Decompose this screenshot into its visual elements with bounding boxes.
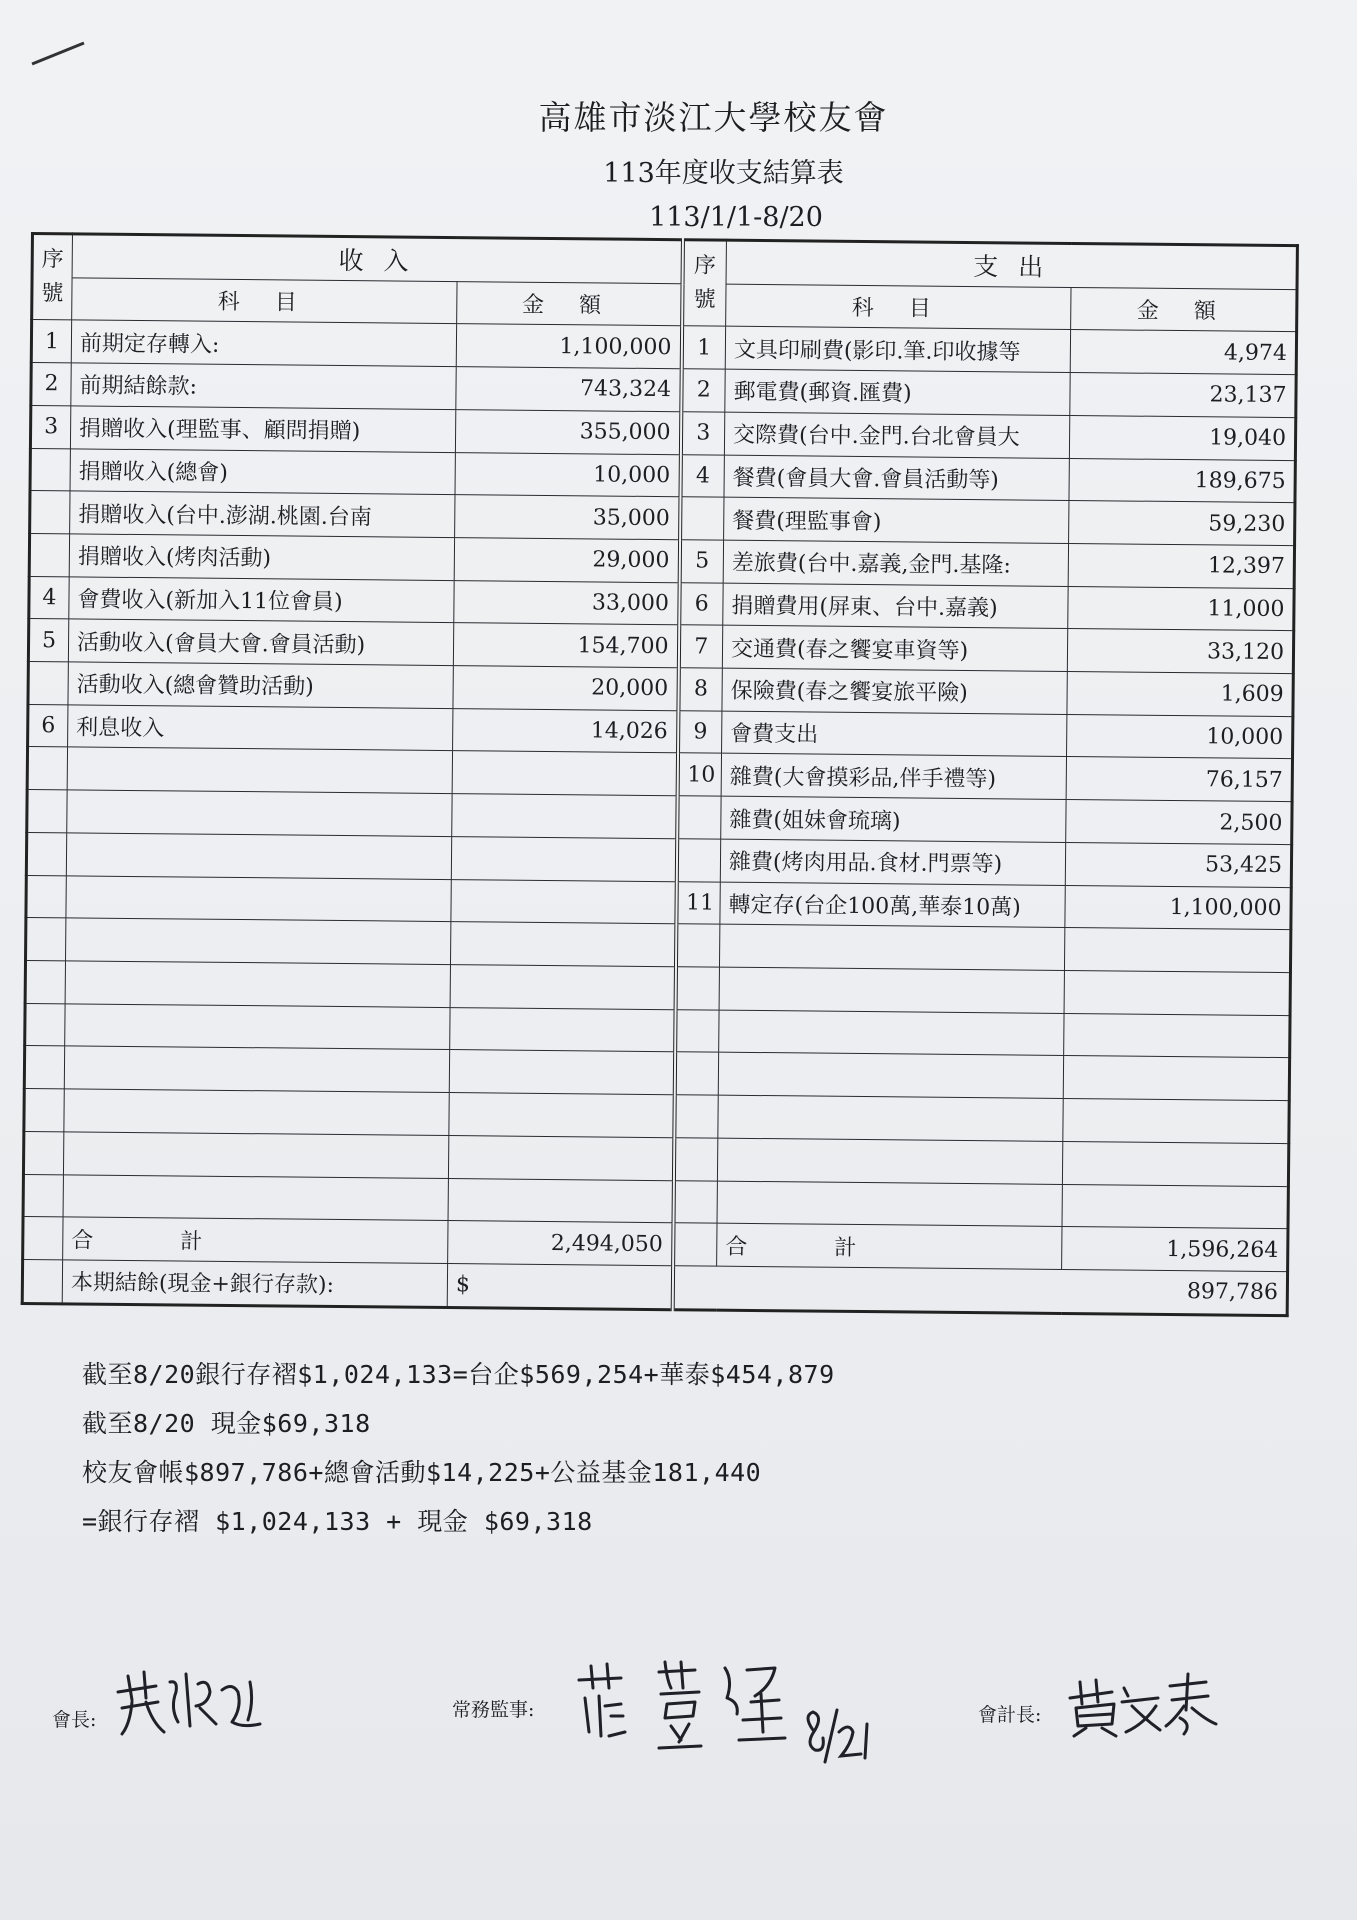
income-amount (452, 751, 677, 796)
expense-amount (1064, 928, 1290, 973)
seq-header-text: 序 號 (41, 247, 64, 307)
balance-currency: $ (447, 1263, 672, 1309)
expense-item: 餐費(理監事會) (724, 497, 1069, 543)
expense-seq: 5 (679, 540, 723, 583)
income-header: 收 入 (72, 234, 682, 284)
president-signature (112, 1662, 272, 1742)
expense-item (719, 924, 1064, 970)
income-seq (23, 1174, 63, 1217)
income-amount (450, 965, 675, 1010)
income-seq: 5 (28, 619, 68, 662)
income-amount: 33,000 (454, 580, 679, 625)
report-period: 113/1/1-8/20 (649, 202, 823, 233)
signature-area (0, 1660, 1357, 1780)
accountant-signature (1066, 1670, 1226, 1740)
income-seq (27, 790, 67, 833)
notes-block (82, 1350, 835, 1546)
expense-item: 轉定存(台企100萬,華泰10萬) (720, 882, 1065, 928)
expense-seq: 9 (678, 710, 722, 753)
income-seq: 4 (29, 576, 69, 619)
note-line: 校友會帳$897,786+總會活動$14,225+公益基金181,440 (82, 1458, 762, 1487)
expense-seq-header (682, 240, 727, 327)
expense-item: 保險費(春之饗宴旅平險) (722, 668, 1067, 714)
expense-amount: 2,500 (1066, 800, 1292, 845)
expense-seq (674, 1052, 718, 1095)
income-seq (26, 832, 66, 875)
balance-amount: 897,786 (672, 1266, 1287, 1316)
income-amount: 10,000 (455, 452, 680, 497)
ledger-body (22, 234, 1297, 1316)
income-item (67, 790, 452, 836)
expense-amount (1062, 1184, 1288, 1229)
income-total-seq (23, 1217, 63, 1260)
income-item (65, 961, 450, 1007)
income-seq: 2 (31, 363, 71, 406)
expense-total-seq (673, 1223, 717, 1266)
expense-item (719, 1010, 1064, 1056)
note-line: =銀行存褶 $1,024,133 + 現金 $69,318 (82, 1507, 593, 1536)
expense-amount: 12,397 (1068, 543, 1294, 588)
ledger-table (21, 232, 1299, 1317)
income-item-header: 科 目 (72, 278, 457, 324)
expense-item (717, 1181, 1062, 1227)
expense-amount: 1,609 (1067, 672, 1293, 717)
expense-amount: 23,137 (1070, 373, 1296, 418)
expense-amount: 59,230 (1069, 501, 1295, 546)
income-seq (30, 491, 70, 534)
income-amount: 355,000 (455, 409, 680, 454)
income-seq (24, 1046, 64, 1089)
president-label: 會長: (52, 1709, 97, 1731)
supervisor-label: 常務監事: (452, 1699, 535, 1721)
income-item (66, 833, 451, 879)
title-block (0, 92, 1357, 233)
income-item (67, 747, 452, 793)
expense-amount (1063, 1056, 1289, 1101)
expense-item: 雜費(烤肉用品.食材.門票等) (720, 839, 1065, 885)
expense-item: 交際費(台中.金門.台北會員大 (724, 412, 1069, 458)
seq-header-text: 序 號 (693, 253, 717, 313)
expense-item: 雜費(大會摸彩品,伴手禮等) (721, 754, 1066, 800)
expense-item (718, 1095, 1063, 1141)
income-amount: 1,100,000 (456, 324, 681, 369)
income-item: 活動收入(總會贊助活動) (68, 662, 453, 708)
expense-seq (680, 497, 724, 540)
income-item: 捐贈收入(總會) (70, 448, 455, 494)
income-seq (23, 1131, 63, 1174)
income-item: 捐贈收入(理監事、顧問捐贈) (70, 406, 455, 452)
income-amount (451, 879, 676, 924)
expense-item: 差旅費(台中.嘉義,金門.基隆: (723, 540, 1068, 586)
expense-amount: 189,675 (1069, 458, 1295, 503)
income-seq: 3 (30, 405, 70, 448)
expense-seq (674, 1095, 718, 1138)
expense-seq: 10 (677, 753, 721, 796)
income-item (63, 1132, 448, 1178)
expense-seq (675, 967, 719, 1010)
balance-seq (22, 1259, 62, 1303)
expense-item: 交通費(春之饗宴車資等) (722, 626, 1067, 672)
income-item (63, 1174, 448, 1220)
expense-seq (673, 1180, 717, 1223)
income-item (66, 875, 451, 921)
expense-item: 雜費(姐妹會琉璃) (721, 796, 1066, 842)
income-total-label: 合 計 (63, 1217, 448, 1263)
income-amount-header: 金 額 (457, 281, 682, 326)
note-line: 截至8/20 現金$69,318 (82, 1409, 371, 1438)
sign-date: 8/21 (807, 1764, 810, 1765)
expense-item: 會費支出 (722, 711, 1067, 757)
income-amount: 14,026 (453, 708, 678, 753)
expense-amount (1062, 1141, 1288, 1186)
expense-total-label: 合 計 (717, 1223, 1062, 1269)
income-amount (448, 1178, 673, 1223)
income-item (66, 918, 451, 964)
income-seq (27, 747, 67, 790)
supervisor-signature (575, 1658, 875, 1768)
income-amount: 154,700 (453, 623, 678, 668)
income-item: 捐贈收入(烤肉活動) (69, 534, 454, 580)
expense-amount: 4,974 (1070, 330, 1296, 375)
income-seq (26, 918, 66, 961)
expense-amount-header: 金 額 (1071, 287, 1297, 332)
income-seq (25, 1003, 65, 1046)
expense-amount (1064, 970, 1290, 1015)
income-item: 活動收入(會員大會.會員活動) (68, 619, 453, 665)
balance-label: 本期結餘(現金+銀行存款): (62, 1260, 447, 1308)
income-amount (449, 1050, 674, 1095)
income-seq (25, 960, 65, 1003)
income-amount: 20,000 (453, 666, 678, 711)
expense-amount: 76,157 (1066, 757, 1292, 802)
expense-amount: 1,100,000 (1065, 885, 1291, 930)
expense-amount: 53,425 (1065, 842, 1291, 887)
income-amount (449, 1093, 674, 1138)
expense-seq: 11 (676, 881, 720, 924)
income-amount: 35,000 (455, 495, 680, 540)
income-seq (30, 448, 70, 491)
expense-amount: 33,120 (1067, 629, 1293, 674)
expense-amount: 19,040 (1069, 415, 1295, 460)
income-item (64, 1089, 449, 1135)
expense-item: 餐費(會員大會.會員活動等) (724, 455, 1069, 501)
income-amount (451, 836, 676, 881)
income-amount (450, 922, 675, 967)
expense-item: 文具印刷費(影印.筆.印收據等 (725, 327, 1070, 373)
income-item: 利息收入 (68, 705, 453, 751)
income-amount: 29,000 (454, 538, 679, 583)
income-amount: 743,324 (456, 367, 681, 412)
pen-mark (31, 42, 84, 66)
accountant-label: 會計長: (978, 1704, 1042, 1726)
org-title: 高雄市淡江大學校友會 (538, 98, 889, 137)
income-item (65, 1004, 450, 1050)
expense-amount: 11,000 (1068, 586, 1294, 631)
expense-item (717, 1138, 1062, 1184)
expense-seq: 7 (678, 625, 722, 668)
expense-item (719, 967, 1064, 1013)
income-item: 捐贈收入(台中.澎湖.桃園.台南 (70, 491, 455, 537)
expense-item (718, 1053, 1063, 1099)
expense-item: 郵電費(郵資.匯費) (725, 369, 1070, 415)
income-item (64, 1046, 449, 1092)
expense-seq: 1 (681, 326, 725, 369)
expense-seq (675, 924, 719, 967)
income-seq-header (32, 234, 73, 321)
expense-seq: 3 (680, 412, 724, 455)
income-amount (450, 1007, 675, 1052)
expense-amount: 10,000 (1067, 714, 1293, 759)
income-amount (448, 1135, 673, 1180)
expense-item-header: 科 目 (726, 284, 1071, 330)
income-item: 前期結餘款: (71, 363, 456, 409)
expense-seq (673, 1138, 717, 1181)
expense-seq: 6 (679, 582, 723, 625)
expense-seq (676, 839, 720, 882)
expense-seq: 2 (681, 369, 725, 412)
income-seq: 6 (28, 704, 68, 747)
expense-seq (675, 1009, 719, 1052)
income-item: 前期定存轉入: (71, 320, 456, 366)
income-seq: 1 (31, 320, 71, 363)
expense-total: 1,596,264 (1062, 1227, 1288, 1272)
income-seq (24, 1089, 64, 1132)
expense-item: 捐贈費用(屏東、台中.嘉義) (723, 583, 1068, 629)
expense-header: 支 出 (726, 240, 1297, 289)
income-seq (28, 662, 68, 705)
expense-seq: 8 (678, 668, 722, 711)
expense-seq: 4 (680, 454, 724, 497)
report-title: 113年度收支結算表 (603, 158, 844, 189)
expense-amount (1063, 1099, 1289, 1144)
income-amount (452, 794, 677, 839)
note-line: 截至8/20銀行存褶$1,024,133=台企$569,254+華泰$454,879 (82, 1360, 835, 1389)
income-item: 會費收入(新加入11位會員) (69, 577, 454, 623)
expense-amount (1064, 1013, 1290, 1058)
expense-seq (677, 796, 721, 839)
income-seq (26, 875, 66, 918)
income-seq (29, 533, 69, 576)
income-total: 2,494,050 (448, 1221, 673, 1266)
